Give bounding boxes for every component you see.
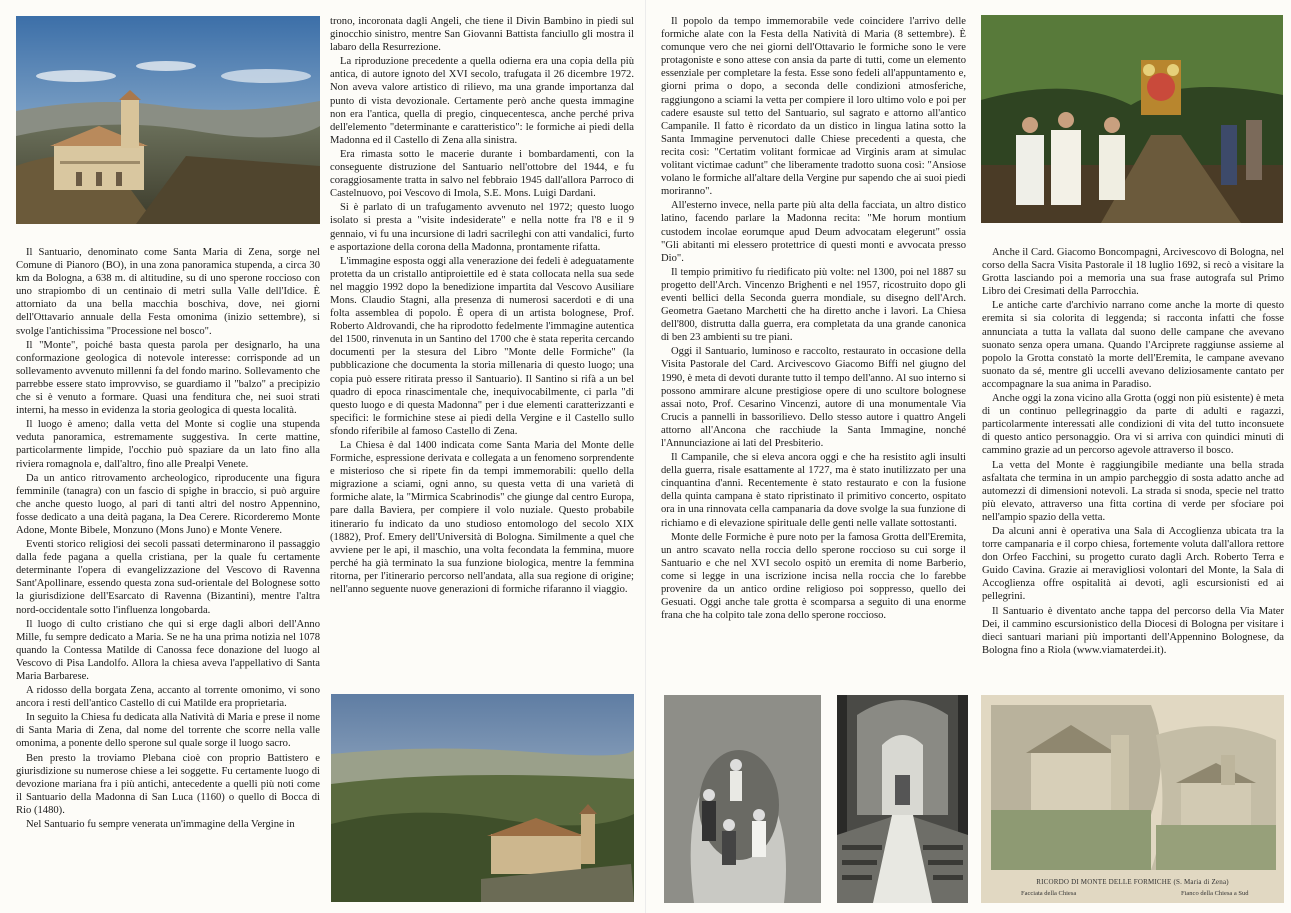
hermit-grotto-photo xyxy=(664,695,821,903)
paragraph: La riproduzione precedente a quella odierna era una copia della più antica, di autore ignoto del XVI secolo, trafugata il 26 dicembre 1972. Non aveva valore artistico di rilievo, ma una grande importanza dal punto di vista devozionale. Certamente però anche questa immagine non era l'antica, quella di pregio, cinquecentesca, anche perché priva dell'elemento "determinante e caratteristico": le formiche ai piedi della Madonna ed il Castello di Zena alla sinistra. xyxy=(330,56,634,146)
paragraph: Si è parlato di un trafugamento avvenuto nel 1972; questo luogo isolato si presta a "visite indesiderate" e nella notte fra l'8 e il 9 gennaio, vi fu una incursione di ladri sacrileghi con atti vandalici, furto e asportazione della corona della Madonna, prontamente rifatta. xyxy=(330,202,634,253)
paragraph: Il popolo da tempo immemorabile vede coincidere l'arrivo delle formiche alate con la Festa della Natività di Maria (8 settembre). È comunque vero che nei giorni dell'Ottavario le formiche sono le vere protagoniste e sono attese con ansia da parte di tutti, come un elemento essenziale per completare la festa. Esse sono fedeli all'appuntamento e, giorni prima o dopo, a seconda delle condizioni atmosferiche, raggiungono a sciami la vetta per compiere il loro ultimo volo e poi per cadere esauste sul tetto del Santuario, sul sagrato e attorno all'antico Campanile. Il fatto è ricordato da un distico in lingua latina sotto la Santa Immagine pervenutoci dalle Chiese precedenti a questa, che recita così: "Certatim volitant formicae ad Virginis aram at simulac volitant victimae cadunt" che liberamente tradotto suona così: "Ansiose volano le formiche all'altare della Vergine pur sapendo che ai suoi piedi moriranno". xyxy=(661,16,966,198)
left-text-column-1 xyxy=(16,246,320,831)
paragraph: La Chiesa è dal 1400 indicata come Santa Maria del Monte delle Formiche, espressione derivata e collegata a un fenomeno sorprendente e misterioso che si ripete fin da tempi immemorabili: quello della migrazione a sciami, ogni anno, su questa vetta di una varietà di formiche alate, la "Mirmica Scabrinodis" che giunge dal centro Europa, pare dalla Baviera, per compiere il volo nuziale. Questo probabile itinerario fu indicato da uno studioso entomologo del secolo XIX (1882), Prof. Emery dell'Università di Bologna. Similmente a quel che avviene per le api, il maschio, una volta fecondata la femmina, muore perché ha già terminato la sua funzione biologica, mentre la femmina ritorna, per l'itinerario percorso nell'andata, alla sua regione di origine; nell'anno seguente nuove generazioni di formiche rifaranno il viaggio. xyxy=(330,440,634,596)
paragraph: trono, incoronata dagli Angeli, che tiene il Divin Bambino in piedi sul ginocchio sinistro, mentre San Giovanni Battista fanciullo gli mostra il labaro della Resurrezione. xyxy=(330,16,634,54)
vintage-postcard xyxy=(981,695,1284,903)
paragraph: Il tempio primitivo fu riedificato più volte: nel 1300, poi nel 1887 su progetto dell'Arch. Vincenzo Brighenti e nel 1957, ricostruito dopo gli eventi bellici della Seconda guerra mondiale, su disegno dell'Arch. Geometra Gaetano Marchetti che ha diretto anche i lavori. La Chiesa dell'800, distrutta dalla guerra, era completata da una grande canonica di ben 23 ambienti su tre piani. xyxy=(661,266,966,344)
postcard-caption-left: Facciata della Chiesa xyxy=(1021,890,1077,897)
paragraph: L'immagine esposta oggi alla venerazione dei fedeli è adeguatamente protetta da un cristallo antiproiettile ed è stata collocata nella sua sede nel maggio 1992 dopo la benedizione impartita dal Vescovo Ausiliare Mons. Claudio Stagni, alla presenza di numerosi sacerdoti e di una folta assemblea di popolo. È opera di un artista bolognese, Prof. Roberto Aldrovandi, che ha riprodotto fedelmente l'immagine autentica del 1500, rinvenuta in un Santino del 1700 che è stata reperita cercando documenti per la stesura del Libro "Monte delle Formiche" (la pubblicazione che documenta la storia millenaria di questo luogo; una copia può essere ritirata presso il Santuario). Il Santino si rifà a un bel quadro di epoca rinascimentale che, inequivocabilmente, ci parla "di questo luogo e di questa Madonna" per i due elementi caratterizzanti e specifici: le formichine stese ai piedi della Vergine e il Castello sullo sfondo riferibile al famoso Castello di Zena. xyxy=(330,255,634,437)
church-interior-photo xyxy=(837,695,968,903)
paragraph: Il luogo di culto cristiano che qui si erge dagli albori dell'Anno Mille, fu sempre dedicato a Maria. Se ne ha una prima notizia nel 1078 quando la Contessa Matilde di Canossa fece donazione del luogo al Vescovo di Pisa Landolfo. Allora la chiesa aveva l'appellativo di Santa Maria Barbarese. xyxy=(16,618,320,682)
right-text-column-2 xyxy=(982,246,1284,657)
right-page xyxy=(646,0,1291,913)
sanctuary-aerial-photo xyxy=(16,16,320,224)
left-page xyxy=(0,0,645,913)
procession-photo xyxy=(981,15,1283,223)
paragraph: Il "Monte", poiché basta questa parola per designarlo, ha una conformazione geologica di notevole interesse: corrisponde ad un sollevamento avvenuto millenni fa del fondo marino. Sollevamento che parrebbe essere stato improvviso, se guardiamo il "balzo" a precipizio che si è venuto a formare. Quasi una fenditura che, nei suoi strati interni, ha messo in evidenza la storia geologica di questa località. xyxy=(16,339,320,417)
postcard-caption-right: Fianco della Chiesa a Sud xyxy=(1181,890,1249,897)
paragraph: Anche oggi la zona vicino alla Grotta (oggi non più esistente) è meta di un continuo pellegrinaggio da parte di adulti e ragazzi, particolarmente interessati alle condizioni di vita del tutto inconsuete di questo antico personaggio. Ora vi si arriva con quindici minuti di cammino grazie ad un percorso agevole attraverso il bosco. xyxy=(982,393,1284,457)
paragraph: Monte delle Formiche è pure noto per la famosa Grotta dell'Eremita, un antro scavato nella roccia dello sperone roccioso su cui sorge il Santuario e che nel XVI secolo ospitò un eremita di nome Barberio, come si legge in una iscrizione incisa nella roccia che lo farebbe provenire da un antico ordine religioso poi soppresso, quello dei Gesuati. Oggi anche tale grotta è scomparsa a seguito di una enorme frana che ha colpito tale zona dello sperone roccioso. xyxy=(661,531,966,622)
paragraph: Da un antico ritrovamento archeologico, riproducente una figura femminile (tanagra) con un fascio di spighe in braccio, si può arguire che anche questo luogo, al pari di tanti altri del nostro Appennino, fosse dedicato a una deità pagana, la Dea Cerere. Ricorderemo Monte Adone, Monte Bibele, Monzuno (Mons Juno) e Monte Venere. xyxy=(16,472,320,536)
paragraph: Il Santuario è diventato anche tappa del percorso della Via Mater Dei, il cammino escursionistico della Diocesi di Bologna per visitare i dieci santuari mariani più importanti dell'Appennino Bolognese, da Bologna fino a Riola (www.viamaterdei.it). xyxy=(982,605,1284,656)
paragraph: La vetta del Monte è raggiungibile mediante una bella strada asfaltata che termina in un ampio parcheggio di sosta adatto anche ad automezzi di dimensioni notevoli. La strada si snoda, specie nel tratto più elevato, attraverso una fitta cortina di verde per sfociare poi nell'ampio spazio della vetta. xyxy=(982,459,1284,523)
paragraph: Il Campanile, che si eleva ancora oggi e che ha resistito agli insulti della guerra, risale esattamente al 1727, ma è stato inutilizzato per una cinquantina d'anni. Recentemente è stato restaurato e con la fusione della quinta campana è stato ripristinato il primitivo concerto, ospitato ora in una rinnovata cella campanaria da dove svolge la sua funzione di richiamo e di elevazione spirituale delle genti nelle vallate sottostanti. xyxy=(661,452,966,529)
paragraph: In seguito la Chiesa fu dedicata alla Natività di Maria e prese il nome di Santa Maria di Zena, dal nome del torrente che scorre nella valle omonima, a ponente dello sperone sul quale sorge il luogo sacro. xyxy=(16,712,320,750)
paragraph: Nel Santuario fu sempre venerata un'immagine della Vergine in xyxy=(26,819,295,831)
paragraph: Il luogo è ameno; dalla vetta del Monte si coglie una stupenda veduta panoramica, estremamente suggestiva. In certe mattine, particolarmente limpide, l'occhio può spaziare da un lato fino alla riviera romagnola e, dall'altro, fino alle Prealpi Venete. xyxy=(16,419,320,470)
paragraph: A ridosso della borgata Zena, accanto al torrente omonimo, vi sono ancora i resti dell'antico Castello di cui Matilde era proprietaria. xyxy=(16,685,320,710)
paragraph: Il Santuario, denominato come Santa Maria di Zena, sorge nel Comune di Pianoro (BO), in una zona panoramica stupenda, a circa 30 km da Bologna, a 638 m. di altitudine, su di uno sperone roccioso con uno strapiombo di un centinaio di metri sulla Valle dell'Idice. È attorniato da una bella macchia boschiva, dove, nei giorni dell'Ottavario annuale della Festa omonima (inizio settembre), si svolge l'antichissima "Processione nel bosco". xyxy=(16,247,320,337)
paragraph: Eventi storico religiosi dei secoli passati determinarono il passaggio dalla fede pagana a quella cristiana, per la quale fu certamente determinante l'opera di evangelizzazione del Vescovo di Ravenna Sant'Apollinare, essendo questa zona sud-orientale del Bolognese sotto la giurisdizione dell'Esarcato di Ravenna (Bizantini), mentre l'altra nord-occidentale sotto l'influenza longobarda. xyxy=(16,539,320,616)
paragraph: All'esterno invece, nella parte più alta della facciata, un altro distico latino, facendo parlare la Madonna recita: "Me horum montium custodem incolae eorumque apud Deum advocatam elegerunt" ossia "Gli abitanti mi elessero protettrice di questi monti e avvocata presso Dio". xyxy=(661,200,966,264)
paragraph: Ben presto la troviamo Plebana cioè con proprio Battistero e giurisdizione su numerose chiese a lei soggette. Fu certamente luogo di devozione mariana fra i più antichi, antecedente a quelli più noti come il Santuario della Madonna di San Luca (1160) o quello di Bocca di Rio (1480). xyxy=(16,752,320,816)
paragraph: Oggi il Santuario, luminoso e raccolto, restaurato in occasione della Visita Pastorale del Card. Arcivescovo Giacomo Biffi nel giugno del 1990, è meta di devoti durante tutto il tempo dell'anno. Al suo interno si possono ammirare alcune prestigiose opere di uno scultore bolognese assai noto, Prof. Cesarino Vincenzi, autore di una monumentale Via Crucis a pannelli in bassorilievo. Dello stesso autore i quattro Angeli attorno all'Ancona che racchiude la Santa Immagine, nonché l'Annunciazione ai lati del Presbiterio. xyxy=(661,346,966,449)
postcard-title: RICORDO DI MONTE DELLE FORMICHE (S. Maria di Zena) xyxy=(1036,878,1229,886)
paragraph: Le antiche carte d'archivio narrano come anche la morte di questo eremita si sia colorita di leggenda; si racconta infatti che fosse annunciata a tutta la vallata dal suono delle campane che avevano suonato senza opera umana. Quando l'Arciprete raggiunse assieme al popolo la Grotta constatò la morte dell'Eremita, le campane avevano suonato da sé, mentre gli uccelli avevano deliziosamente cantato per accompagnare la sua anima in Paradiso. xyxy=(982,300,1284,390)
right-text-column-1 xyxy=(661,15,966,622)
paragraph: Da alcuni anni è operativa una Sala di Accoglienza ubicata tra la torre campanaria e il corpo chiesa, fortemente voluta dall'allora rettore don Orfeo Facchini, su progetto curato dagli Arch. Roberto Terra e Guido Cavina. Grazie ai meravigliosi volontari del Monte, la Sala di Accoglienza offre ospitalità ai devoti, agli escursionisti ed ai pellegrini. xyxy=(982,525,1284,603)
paragraph: Anche il Card. Giacomo Boncompagni, Arcivescovo di Bologna, nel corso della Sacra Visita Pastorale il 18 luglio 1692, si recò a visitare la Grotta lasciando poi a memoria una sua frase autografa sul Primo Libro dei Cresimati della Parrocchia. xyxy=(982,247,1284,298)
paragraph: Era rimasta sotto le macerie durante i bombardamenti, con la conseguente distruzione del Santuario nell'ottobre del 1944, e fu coraggiosamente tratta in salvo nel febbraio 1945 dall'allora Parroco di Castelnuovo, poi Vescovo di Imola, S.E. Mons. Luigi Dardani. xyxy=(330,148,634,200)
left-text-column-2 xyxy=(330,15,634,596)
sanctuary-drone-photo xyxy=(331,694,634,902)
